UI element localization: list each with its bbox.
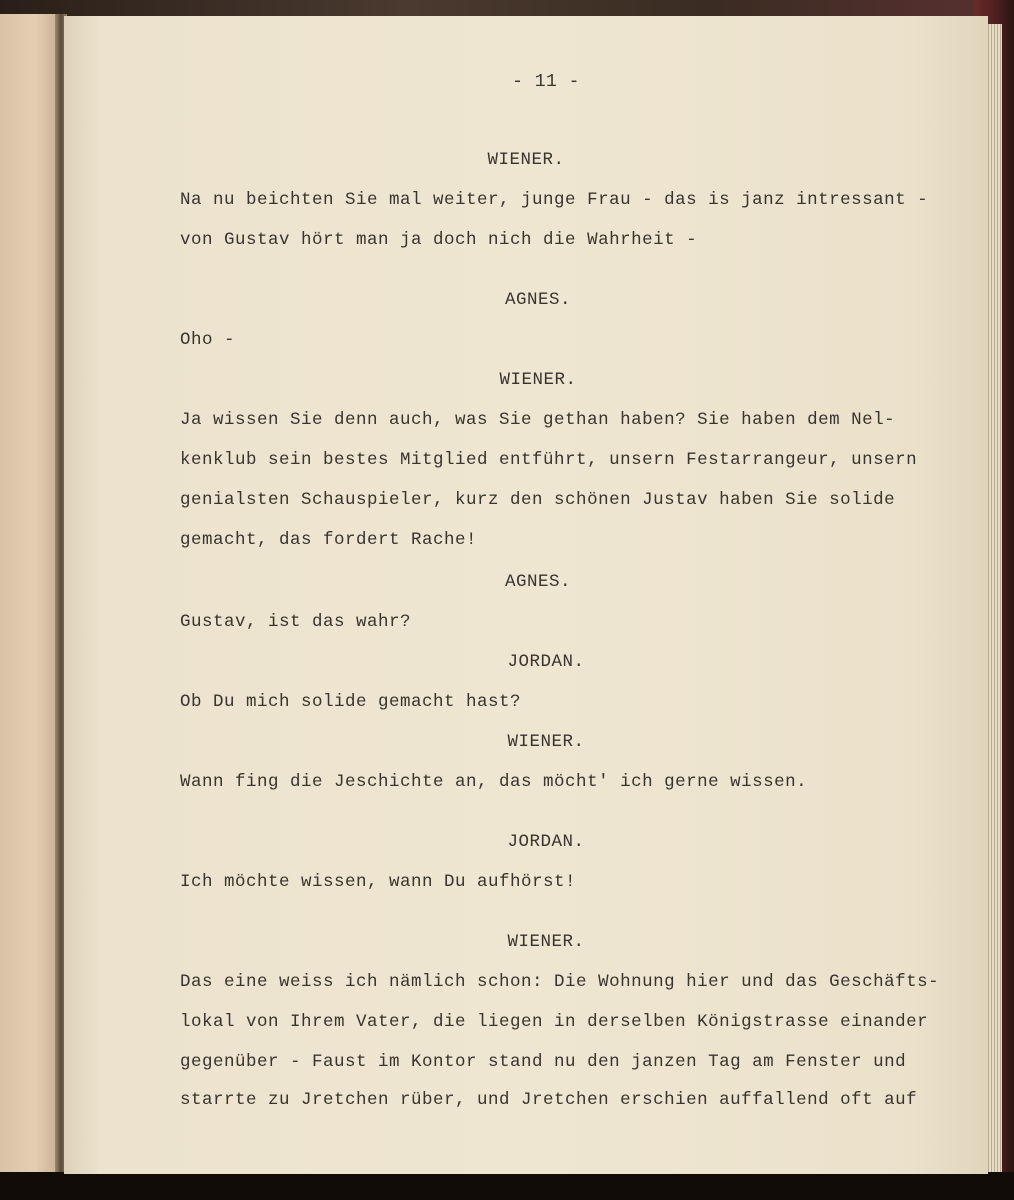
- dialogue-line: Ich möchte wissen, wann Du aufhörst!: [180, 872, 577, 892]
- dialogue-line: Das eine weiss ich nämlich schon: Die Wohnung hier und das Geschäfts-: [180, 972, 940, 992]
- bottom-background: [0, 1172, 1014, 1200]
- dialogue-line: Ja wissen Sie denn auch, was Sie gethan haben? Sie haben dem Nel-: [180, 410, 896, 430]
- speaker-label: WIENER.: [507, 932, 585, 952]
- speaker-label: WIENER.: [507, 732, 585, 752]
- speaker-label: JORDAN.: [507, 652, 585, 672]
- speaker-label: JORDAN.: [507, 832, 585, 852]
- left-page-edge: [0, 14, 58, 1176]
- dialogue-line: genialsten Schauspieler, kurz den schönen Justav haben Sie solide: [180, 490, 896, 510]
- dialogue-line: Ob Du mich solide gemacht hast?: [180, 692, 522, 712]
- speaker-label: WIENER.: [487, 150, 565, 170]
- dialogue-line: Wann fing die Jeschichte an, das möcht' ich gerne wissen.: [180, 772, 808, 792]
- dialogue-line: gegenüber - Faust im Kontor stand nu den janzen Tag am Fenster und: [180, 1052, 907, 1072]
- dialogue-line: Oho -: [180, 330, 236, 350]
- dialogue-line: von Gustav hört man ja doch nich die Wahrheit -: [180, 230, 698, 250]
- dialogue-line: kenklub sein bestes Mitglied entführt, unsern Festarrangeur, unsern: [180, 450, 918, 470]
- dialogue-line: starrte zu Jretchen rüber, und Jretchen erschien auffallend oft auf: [180, 1090, 918, 1110]
- speaker-label: AGNES.: [504, 572, 571, 592]
- dialogue-line: Na nu beichten Sie mal weiter, junge Frau - das is janz intressant -: [180, 190, 929, 210]
- dialogue-line: lokal von Ihrem Vater, die liegen in derselben Königstrasse einander: [180, 1012, 929, 1032]
- page-number: - 11 -: [512, 72, 580, 92]
- typed-page: [64, 16, 988, 1174]
- speaker-label: AGNES.: [504, 290, 571, 310]
- dialogue-line: Gustav, ist das wahr?: [180, 612, 412, 632]
- speaker-label: WIENER.: [499, 370, 577, 390]
- dialogue-line: gemacht, das fordert Rache!: [180, 530, 478, 550]
